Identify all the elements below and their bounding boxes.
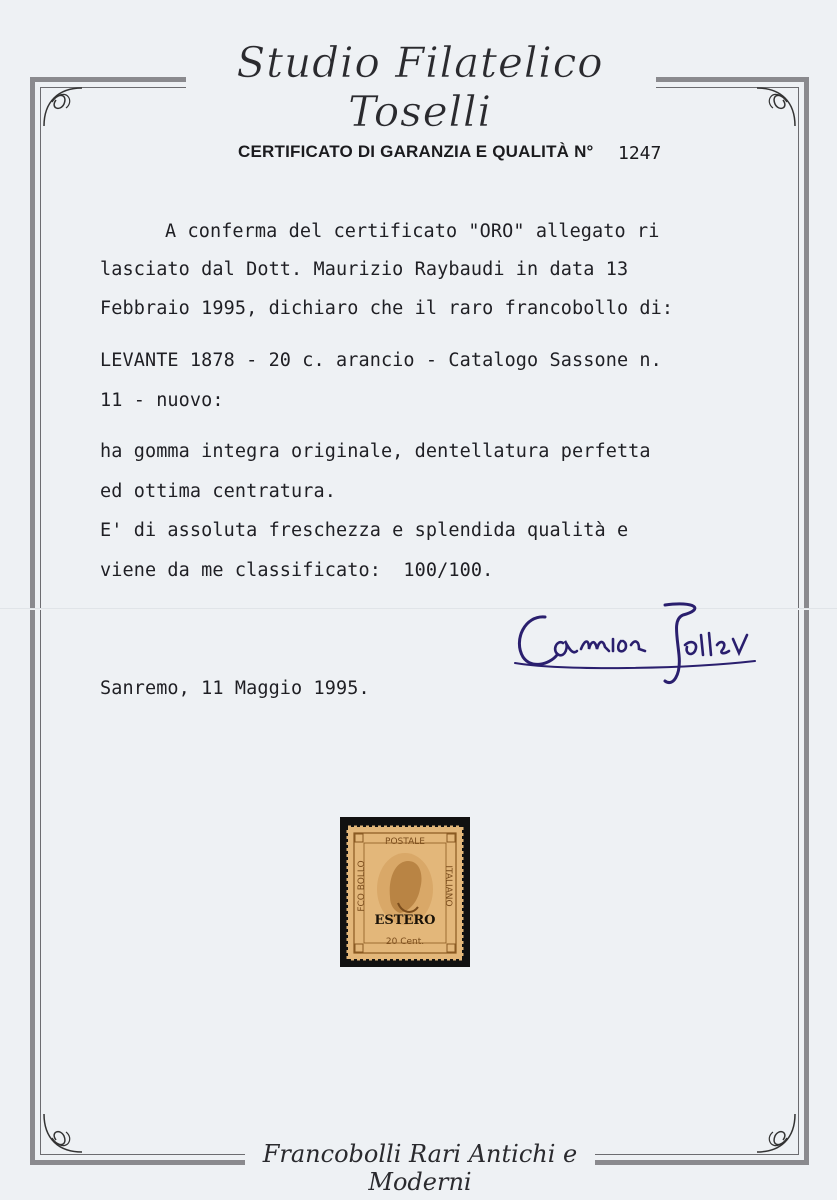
stamp-right-text: ITALIANO	[443, 865, 453, 907]
stamp-overprint: ESTERO	[374, 913, 436, 928]
body-line-3: Febbraio 1995, dichiaro che il raro francobollo di:	[100, 298, 674, 319]
signature	[505, 595, 765, 690]
stamp-value: 20 Cent.	[385, 937, 425, 947]
corner-ornament-icon	[751, 82, 801, 132]
body-line-4: LEVANTE 1878 - 20 c. arancio - Catalogo Sassone n.	[100, 350, 662, 371]
body-line-6: ha gomma integra originale, dentellatura perfetta	[100, 441, 651, 462]
studio-title: Studio Filatelico Toselli	[236, 38, 604, 136]
body-line-1: A conferma del certificato "ORO" allegato ri	[165, 221, 660, 242]
corner-ornament-icon	[38, 82, 88, 132]
stamp-left-text: FCO BOLLO	[357, 860, 367, 912]
place-date: Sanremo, 11 Maggio 1995.	[100, 678, 370, 699]
stamp-photo	[340, 817, 470, 967]
certificate-heading: CERTIFICATO DI GARANZIA E QUALITÀ N°	[238, 142, 594, 161]
footer-tagline: Francobolli Rari Antichi e Moderni	[262, 1140, 578, 1196]
body-line-9: viene da me classificato: 100/100.	[100, 560, 494, 581]
corner-ornament-icon	[751, 1108, 801, 1158]
body-line-5: 11 - nuovo:	[100, 390, 224, 411]
corner-ornament-icon	[38, 1108, 88, 1158]
body-line-8: E' di assoluta freschezza e splendida qualità e	[100, 520, 629, 541]
stamp-top-text: POSTALE	[385, 837, 425, 847]
certificate-number: 1247	[618, 143, 662, 164]
body-line-2: lasciato dal Dott. Maurizio Raybaudi in data 13	[100, 259, 629, 280]
body-line-7: ed ottima centratura.	[100, 481, 336, 502]
